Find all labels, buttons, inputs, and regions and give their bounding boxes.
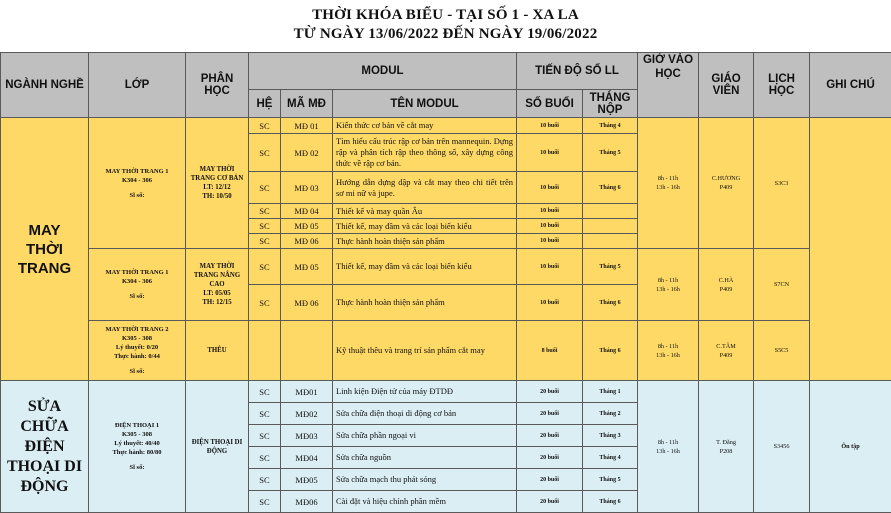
nganh-may-thoi-trang: MAY THỜI TRANG — [1, 118, 89, 381]
lop-cell: MAY THỜI TRANG 1 K304 - 306 Sĩ số: — [89, 118, 186, 249]
thang-nop-cell: Tháng 5 — [583, 134, 638, 172]
so-buoi-cell: 10 buổi — [517, 234, 583, 249]
ma-md-cell: MĐ 01 — [281, 118, 333, 134]
he-cell: SC — [249, 234, 281, 249]
he-cell: SC — [249, 425, 281, 447]
ten-modul-cell: Cài đặt và hiệu chỉnh phần mềm — [333, 491, 517, 513]
table-row — [1, 118, 891, 134]
he-cell: SC — [249, 403, 281, 425]
ma-md-cell — [281, 321, 333, 381]
ma-md-cell: MĐ 05 — [281, 249, 333, 285]
table-row — [1, 249, 891, 285]
lich-hoc-cell: S3C3 — [754, 118, 810, 249]
ma-md-cell: MĐ03 — [281, 425, 333, 447]
header-nganh-nghe: NGÀNH NGHỀ — [1, 53, 89, 118]
ten-modul-cell: Sửa chữa mạch thu phát sóng — [333, 469, 517, 491]
ten-modul-cell: Thiết kế, may đầm và các loại biến kiểu — [333, 249, 517, 285]
so-buoi-cell: 10 buổi — [517, 219, 583, 234]
ten-modul-cell: Linh kiện Điện tử của máy ĐTDĐ — [333, 381, 517, 403]
he-cell: SC — [249, 118, 281, 134]
header-lop: LỚP — [89, 53, 186, 118]
ten-modul-cell: Sửa chữa phần ngoại vi — [333, 425, 517, 447]
ghi-chu-cell — [810, 118, 891, 381]
nganh-sua-chua-dien-thoai: SỬA CHỮA ĐIỆN THOẠI DI ĐỘNG — [1, 381, 89, 513]
lich-hoc-cell: S7CN — [754, 249, 810, 321]
so-buoi-cell: 20 buổi — [517, 491, 583, 513]
so-buoi-cell: 10 buổi — [517, 118, 583, 134]
lop-cell: ĐIỆN THOẠI 1 K305 - 308 Lý thuyết: 40/40 Thực hành: 80/80 Sĩ số: — [89, 381, 186, 513]
ten-modul-cell: Thực hành hoàn thiện sản phẩm — [333, 285, 517, 321]
thang-nop-cell: Tháng 6 — [583, 172, 638, 204]
header-ten-modul: TÊN MODUL — [333, 90, 517, 118]
phan-hoc-cell: MAY THỜI TRANG NÂNG CAO LT: 05/05 TH: 12/15 — [186, 249, 249, 321]
ma-md-cell: MĐ04 — [281, 447, 333, 469]
he-cell: SC — [249, 285, 281, 321]
so-buoi-cell: 20 buổi — [517, 381, 583, 403]
header-lich-hoc: LỊCH HỌC — [754, 53, 810, 118]
thang-nop-cell — [583, 234, 638, 249]
thang-nop-cell: Tháng 6 — [583, 491, 638, 513]
thang-nop-cell: Tháng 5 — [583, 469, 638, 491]
header-he: HỆ — [249, 90, 281, 118]
header-phan-hoc: PHÂN HỌC — [186, 53, 249, 118]
title-line-1: THỜI KHÓA BIỂU - TẠI SỐ 1 - XA LA — [312, 7, 579, 23]
so-buoi-cell: 10 buổi — [517, 172, 583, 204]
header-thang-nop: THÁNG NỘP — [583, 90, 638, 118]
phan-hoc-cell: THÊU — [186, 321, 249, 381]
ma-md-cell: MĐ 02 — [281, 134, 333, 172]
ma-md-cell: MĐ06 — [281, 491, 333, 513]
header-row-1 — [1, 53, 891, 90]
he-cell: SC — [249, 381, 281, 403]
ma-md-cell: MĐ 06 — [281, 234, 333, 249]
ma-md-cell: MĐ01 — [281, 381, 333, 403]
header-so-buoi: SỐ BUỔI — [517, 90, 583, 118]
he-cell: SC — [249, 219, 281, 234]
thang-nop-cell: Tháng 3 — [583, 425, 638, 447]
header-giao-vien: GIÁO VIÊN — [699, 53, 754, 118]
so-buoi-cell: 20 buổi — [517, 447, 583, 469]
ten-modul-cell: Tìm hiểu cấu trúc rập cơ bản trên mannequin. Dựng rập và phân tích rập theo thông số, xây dựng công thức về rập cơ bản. — [333, 134, 517, 172]
thang-nop-cell: Tháng 2 — [583, 403, 638, 425]
thang-nop-cell: Tháng 5 — [583, 249, 638, 285]
so-buoi-cell: 10 buổi — [517, 204, 583, 219]
lop-cell: MAY THỜI TRANG 2 K305 - 308 Lý thuyết: 0/20 Thực hành: 0/44 Sĩ số: — [89, 321, 186, 381]
phan-hoc-cell: ĐIỆN THOẠI DI ĐỘNG — [186, 381, 249, 513]
so-buoi-cell: 20 buổi — [517, 425, 583, 447]
gio-vao-hoc-cell: 8h - 11h 13h - 16h — [638, 118, 699, 249]
thang-nop-cell: Tháng 6 — [583, 285, 638, 321]
lich-hoc-cell: S3456 — [754, 381, 810, 513]
thang-nop-cell — [583, 219, 638, 234]
header-modul: MODUL — [249, 53, 517, 90]
gio-vao-hoc-cell: 8h - 11h 13h - 16h — [638, 381, 699, 513]
ma-md-cell: MĐ 04 — [281, 204, 333, 219]
he-cell: SC — [249, 447, 281, 469]
lich-hoc-cell: S5C5 — [754, 321, 810, 381]
thang-nop-cell — [583, 204, 638, 219]
thang-nop-cell: Tháng 6 — [583, 321, 638, 381]
ten-modul-cell: Thiết kế và may quần Âu — [333, 204, 517, 219]
so-buoi-cell: 8 buổi — [517, 321, 583, 381]
giao-vien-cell: C.HƯƠNG P409 — [699, 118, 754, 249]
giao-vien-cell: C.HÀ P409 — [699, 249, 754, 321]
gio-vao-hoc-cell: 8h - 11h 13h - 16h — [638, 321, 699, 381]
ten-modul-cell: Thiết kế, may đầm và các loại biến kiểu — [333, 219, 517, 234]
ma-md-cell: MĐ 03 — [281, 172, 333, 204]
he-cell: SC — [249, 469, 281, 491]
so-buoi-cell: 10 buổi — [517, 134, 583, 172]
title-block — [0, 0, 891, 52]
ghi-chu-cell: Ôn tập — [810, 381, 891, 513]
header-ma-md: MÃ MĐ — [281, 90, 333, 118]
ma-md-cell: MĐ05 — [281, 469, 333, 491]
he-cell: SC — [249, 134, 281, 172]
thang-nop-cell: Tháng 4 — [583, 447, 638, 469]
ma-md-cell: MĐ02 — [281, 403, 333, 425]
he-cell: SC — [249, 491, 281, 513]
ten-modul-cell: Kỹ thuật thêu và trang trí sản phẩm cắt may — [333, 321, 517, 381]
header-tien-do: TIẾN ĐỘ SỔ LL — [517, 53, 638, 90]
gio-vao-hoc-cell: 8h - 11h 13h - 16h — [638, 249, 699, 321]
title-line-2: TỪ NGÀY 13/06/2022 ĐẾN NGÀY 19/06/2022 — [293, 26, 598, 42]
table-row — [1, 381, 891, 403]
so-buoi-cell: 10 buổi — [517, 285, 583, 321]
ma-md-cell: MĐ 06 — [281, 285, 333, 321]
he-cell: SC — [249, 249, 281, 285]
so-buoi-cell: 20 buổi — [517, 469, 583, 491]
thang-nop-cell: Tháng 4 — [583, 118, 638, 134]
phan-hoc-cell: MAY THỜI TRANG CƠ BẢN LT: 12/12 TH: 10/50 — [186, 118, 249, 249]
giao-vien-cell: C.TÂM P409 — [699, 321, 754, 381]
so-buoi-cell: 10 buổi — [517, 249, 583, 285]
thang-nop-cell: Tháng 1 — [583, 381, 638, 403]
he-cell — [249, 321, 281, 381]
ten-modul-cell: Sửa chữa điện thoại di động cơ bản — [333, 403, 517, 425]
ten-modul-cell: Kiến thức cơ bản về cắt may — [333, 118, 517, 134]
lop-cell: MAY THỜI TRANG 1 K304 - 306 Sĩ số: — [89, 249, 186, 321]
so-buoi-cell: 20 buổi — [517, 403, 583, 425]
he-cell: SC — [249, 172, 281, 204]
ten-modul-cell: Hướng dẫn dựng dập và cắt may theo chi tiết trên sơ mi nữ và jupe. — [333, 172, 517, 204]
giao-vien-cell: T. Đăng P208 — [699, 381, 754, 513]
header-ghi-chu: GHI CHÚ — [810, 53, 891, 118]
schedule-table — [0, 52, 891, 513]
table-row — [1, 321, 891, 381]
ma-md-cell: MĐ 05 — [281, 219, 333, 234]
he-cell: SC — [249, 204, 281, 219]
ten-modul-cell: Thực hành hoàn thiện sản phẩm — [333, 234, 517, 249]
ten-modul-cell: Sửa chữa nguồn — [333, 447, 517, 469]
header-gio-vao-hoc: GIỜ VÀO HỌC — [638, 53, 699, 118]
